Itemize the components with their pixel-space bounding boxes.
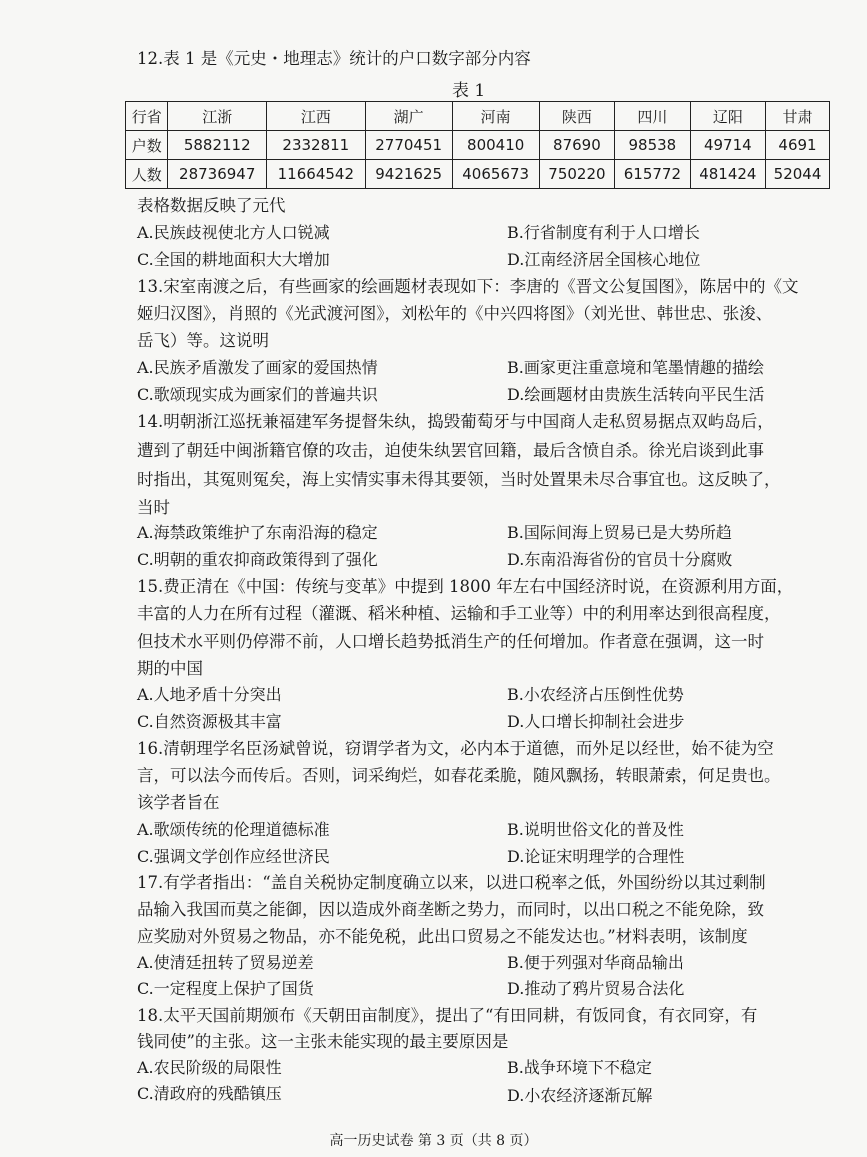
table-row xyxy=(126,131,830,160)
table-cell: 9421625 xyxy=(365,160,452,189)
q15-option-a[interactable]: A.人地矛盾十分突出 xyxy=(137,685,282,704)
q14-line: 当时 xyxy=(137,498,170,517)
table-cell: 甘肃 xyxy=(766,102,830,131)
table-cell: 陕西 xyxy=(539,102,614,131)
table-cell: 河南 xyxy=(452,102,539,131)
q14-line: 遭到了朝廷中闽浙籍官僚的攻击，迫使朱纨罢官回籍，最后含愤自杀。徐光启谈到此事 xyxy=(137,441,764,460)
q15-option-b[interactable]: B.小农经济占压倒性优势 xyxy=(507,685,684,704)
q12-option-c[interactable]: C.全国的耕地面积大大增加 xyxy=(137,250,330,269)
table-row xyxy=(126,160,830,189)
table-cell: 江西 xyxy=(267,102,366,131)
q18-option-d[interactable]: D.小农经济逐渐瓦解 xyxy=(507,1086,653,1105)
table-cell: 江浙 xyxy=(168,102,267,131)
q18-option-a[interactable]: A.农民阶级的局限性 xyxy=(137,1058,282,1077)
q16-option-a[interactable]: A.歌颂传统的伦理道德标准 xyxy=(137,820,330,839)
q12-option-b[interactable]: B.行省制度有利于人口增长 xyxy=(507,223,700,242)
table-cell: 人数 xyxy=(126,160,168,189)
population-table xyxy=(125,101,830,189)
q15-option-c[interactable]: C.自然资源极其丰富 xyxy=(137,712,282,731)
q18-option-b[interactable]: B.战争环境下不稳定 xyxy=(507,1058,652,1077)
q17-line: 17.有学者指出：“盖自关税协定制度确立以来，以进口税率之低，外国纷纷以其过剩制 xyxy=(137,873,766,892)
q12-option-d[interactable]: D.江南经济居全国核心地位 xyxy=(507,250,701,269)
table-cell: 四川 xyxy=(615,102,690,131)
table-cell: 行省 xyxy=(126,102,168,131)
q17-option-a[interactable]: A.使清廷扭转了贸易逆差 xyxy=(137,953,314,972)
q13-option-c[interactable]: C.歌颂现实成为画家们的普遍共识 xyxy=(137,385,378,404)
table-cell: 87690 xyxy=(539,131,614,160)
q13-option-d[interactable]: D.绘画题材由贵族生活转向平民生活 xyxy=(507,385,765,404)
table-title: 表 1 xyxy=(452,81,486,101)
q16-line: 16.清朝理学名臣汤斌曾说，窃谓学者为文，必内本于道德，而外足以经世，始不徒为空 xyxy=(137,739,774,758)
table-cell: 98538 xyxy=(615,131,690,160)
table-cell: 2770451 xyxy=(365,131,452,160)
table-header-row xyxy=(126,102,830,131)
table-cell: 4065673 xyxy=(452,160,539,189)
q14-line: 时指出，其冤则冤矣，海上实情实事未得其要领，当时处置果未尽合事宜也。这反映了， xyxy=(137,470,781,489)
q17-option-b[interactable]: B.便于列强对华商品输出 xyxy=(507,953,684,972)
q16-option-b[interactable]: B.说明世俗文化的普及性 xyxy=(507,820,684,839)
q17-line: 品输入我国而莫之能御，因以造成外商垄断之势力，而同时，以出口税之不能免除，致 xyxy=(137,900,764,919)
q15-line: 15.费正清在《中国：传统与变革》中提到 1800 年左右中国经济时说，在资源利用方面， xyxy=(137,577,794,596)
q17-option-c[interactable]: C.一定程度上保护了国货 xyxy=(137,979,314,998)
table-cell: 辽阳 xyxy=(690,102,765,131)
table-cell: 750220 xyxy=(539,160,614,189)
table-cell: 湖广 xyxy=(365,102,452,131)
q15-line: 丰富的人力在所有过程（灌溉、稻米种植、运输和手工业等）中的利用率达到很高程度， xyxy=(137,604,781,623)
q17-line: 应奖励对外贸易之物品，亦不能免税，此出口贸易之不能发达也。”材料表明，该制度 xyxy=(137,927,748,946)
q13-option-b[interactable]: B.画家更注重意境和笔墨情趣的描绘 xyxy=(507,358,764,377)
q16-line: 该学者旨在 xyxy=(137,793,220,812)
q16-option-d[interactable]: D.论证宋明理学的合理性 xyxy=(507,847,685,866)
q12-question: 表格数据反映了元代 xyxy=(137,196,286,215)
q17-option-d[interactable]: D.推动了鸦片贸易合法化 xyxy=(507,979,685,998)
table-cell: 49714 xyxy=(690,131,765,160)
q14-option-c[interactable]: C.明朝的重农抑商政策得到了强化 xyxy=(137,550,378,569)
q18-line: 18.太平天国前期颁布《天朝田亩制度》，提出了“有田同耕，有饭同食，有衣同穿，有 xyxy=(137,1006,758,1025)
table-cell: 28736947 xyxy=(168,160,267,189)
table-cell: 615772 xyxy=(615,160,690,189)
table-cell: 2332811 xyxy=(267,131,366,160)
q12-option-a[interactable]: A.民族歧视使北方人口锐减 xyxy=(137,223,330,242)
q15-line: 期的中国 xyxy=(137,659,203,678)
q18-line: 钱同使”的主张。这一主张未能实现的最主要原因是 xyxy=(137,1032,509,1051)
q13-line: 姬归汉图》，肖照的《光武渡河图》，刘松年的《中兴四将图》（刘光世、韩世忠、张浚、 xyxy=(137,304,773,323)
q15-line: 但技术水平则仍停滞不前，人口增长趋势抵消生产的任何增加。作者意在强调，这一时 xyxy=(137,632,764,651)
q13-line: 13.宋室南渡之后，有些画家的绘画题材表现如下：李唐的《晋文公复国图》，陈居中的《文 xyxy=(137,277,799,296)
q13-option-a[interactable]: A.民族矛盾激发了画家的爱国热情 xyxy=(137,358,378,377)
q16-option-c[interactable]: C.强调文学创作应经世济民 xyxy=(137,847,330,866)
q12-stem: 12.表 1 是《元史・地理志》统计的户口数字部分内容 xyxy=(137,49,531,68)
q18-option-c[interactable]: C.清政府的残酷镇压 xyxy=(137,1084,282,1103)
q14-option-b[interactable]: B.国际间海上贸易已是大势所趋 xyxy=(507,523,732,542)
table-cell: 11664542 xyxy=(267,160,366,189)
table-cell: 户数 xyxy=(126,131,168,160)
table-cell: 481424 xyxy=(690,160,765,189)
q15-option-d[interactable]: D.人口增长抑制社会进步 xyxy=(507,712,685,731)
table-cell: 4691 xyxy=(766,131,830,160)
table-cell: 52044 xyxy=(766,160,830,189)
q14-option-d[interactable]: D.东南沿海省份的官员十分腐败 xyxy=(507,550,733,569)
table-cell: 800410 xyxy=(452,131,539,160)
page-footer: 高一历史试卷 第 3 页（共 8 页） xyxy=(329,1133,538,1149)
table-cell: 5882112 xyxy=(168,131,267,160)
q14-option-a[interactable]: A.海禁政策维护了东南沿海的稳定 xyxy=(137,523,378,542)
q16-line: 言，可以法今而传后。否则，词采绚烂，如春花柔脆，随风飘扬，转眼萧索，何足贵也。 xyxy=(137,766,781,785)
q13-line: 岳飞）等。这说明 xyxy=(137,331,269,350)
q14-line: 14.明朝浙江巡抚兼福建军务提督朱纨，捣毁葡萄牙与中国商人走私贸易据点双屿岛后， xyxy=(137,412,774,431)
